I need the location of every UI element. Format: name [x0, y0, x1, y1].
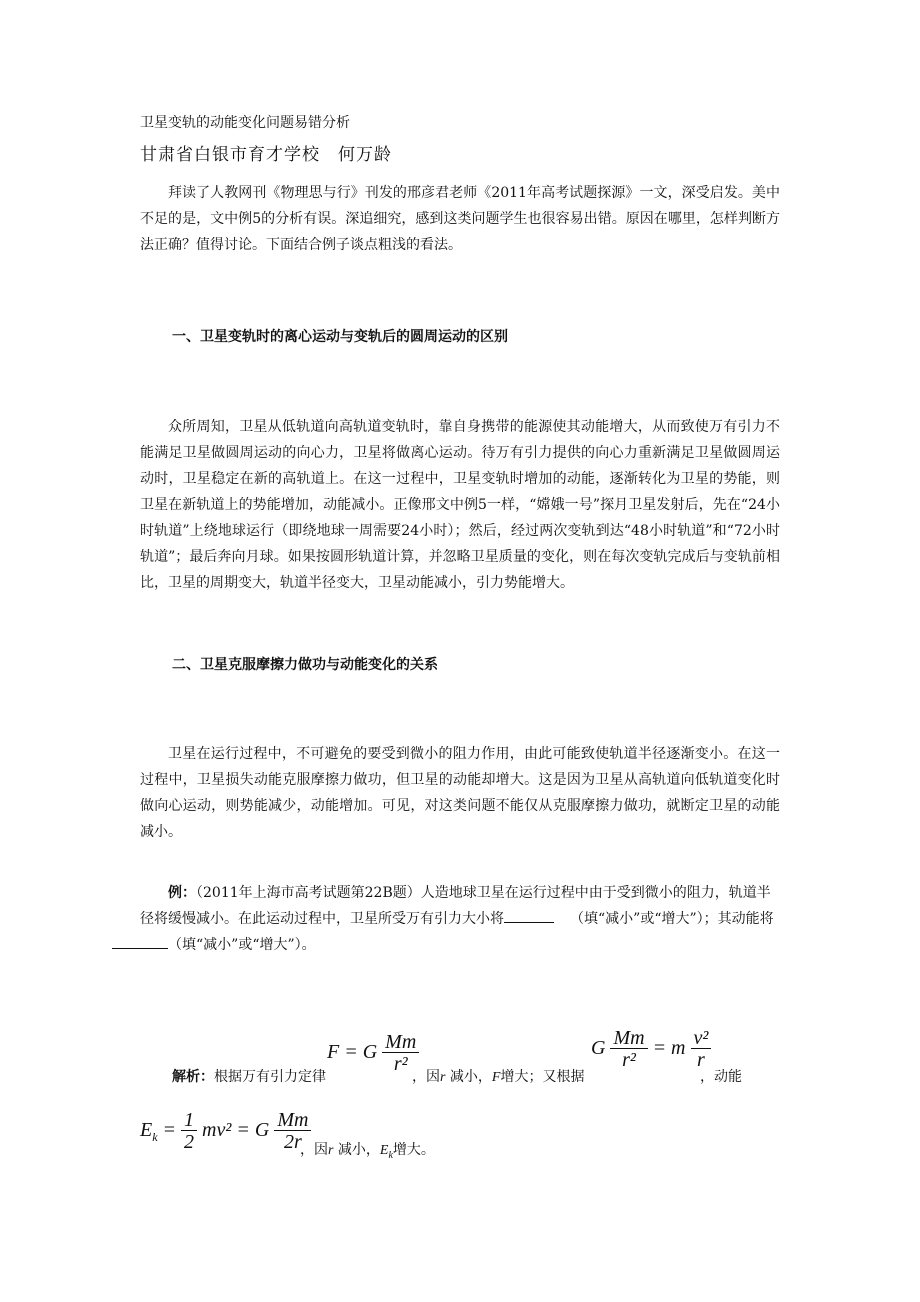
- formula-centripetal: G $\frac{Mm}{\text{r²}}$ = m $\frac{\text{v²}}{r}$: [591, 1028, 711, 1071]
- solution-clause-2: ，动能: [700, 1069, 742, 1085]
- section-2-body: 卫星在运行过程中，不可避免的要受到微小的阻力作用，由此可能致使轨道半径逐渐变小。在这一过程中，卫星损失动能克服摩擦力做功，但卫星的动能却增大。这是因为卫星从高轨道向低轨道变化时做向心运动，则势能减少，动能增加。可见，对这类问题不能仅从克服摩擦力做功，就断定卫星的动能减小。: [140, 746, 780, 840]
- example-label: 例：: [168, 885, 196, 901]
- solution-clause-3: ，因r 减小，$E_k$增大。: [300, 1142, 435, 1161]
- section-1-body: 众所周知，卫星从低轨道向高轨道变轨时，靠自身携带的能源使其动能增大，从而致使万有引力不能满足卫星做圆周运动的向心力，卫星将做离心运动。待万有引力提供的向心力重新满足卫星做圆周运动时，卫星稳定在新的高轨道上。在这一过程中，卫星变轨时增加的动能，逐渐转化为卫星的势能，则卫星在新轨道上的势能增加，动能减小。正像邢文中例5一样，“嫦娥一号”探月卫星发射后，先在“24小时轨道”上绕地球运行（即绕地球一周需要24小时）；然后，经过两次变轨到达“48小时轨道”和“72小时轨道”；最后奔向月球。如果按圆形轨道计算，并忽略卫星质量的变化，则在每次变轨完成后与变轨前相比，卫星的周期变大，轨道半径变大，卫星动能减小，引力势能增大。: [140, 419, 780, 591]
- example-hint-2: （填“减小”或“增大”）。: [168, 937, 316, 953]
- section-2-heading: 二、卫星克服摩擦力做功与动能变化的关系: [172, 657, 438, 673]
- symbol-Ek: $E_k$: [379, 1143, 393, 1161]
- solution-label: 解析：: [172, 1069, 214, 1085]
- solution-line-1: 解析：根据万有引力定律: [172, 1069, 326, 1085]
- example-hint-1: （填“减小”或“增大”）；其动能将: [570, 911, 774, 927]
- symbol-F: F: [491, 1070, 501, 1085]
- formula-kinetic-energy: $E_k$ = $\frac{1}{2}$ mv² = G $\frac{Mm}{2r}$: [140, 1110, 311, 1153]
- answer-blank-1: [504, 908, 554, 923]
- formula-gravitation-law: F = G $\frac{Mm}{\text{r²}}$: [327, 1032, 419, 1075]
- doc-title: 卫星变轨的动能变化问题易错分析: [140, 115, 350, 131]
- example-text: （2011年上海市高考试题第22B题）人造地球卫星在运行过程中由于受到微小的阻力，轨道半径将缓慢减小。在此运动过程中，卫星所受万有引力大小将: [140, 885, 771, 927]
- symbol-r: r: [440, 1070, 446, 1085]
- intro-paragraph: 拜读了人教网刊《物理思与行》刊发的邢彦君老师《2011年高考试题探源》一文，深受启发。美中不足的是，文中例5的分析有误。深追细究，感到这类问题学生也很容易出错。原因在哪里，怎样判断方法正确？值得讨论。下面结合例子谈点粗浅的看法。: [140, 185, 780, 253]
- solution-clause-1: ，因r 减小，F增大；又根据: [412, 1069, 585, 1085]
- section-1-heading: 一、卫星变轨时的离心运动与变轨后的圆周运动的区别: [172, 329, 508, 345]
- example-question: [140, 880, 780, 958]
- author-line: 甘肃省白银市育才学校 何万龄: [140, 145, 392, 165]
- answer-blank-2: [112, 934, 168, 949]
